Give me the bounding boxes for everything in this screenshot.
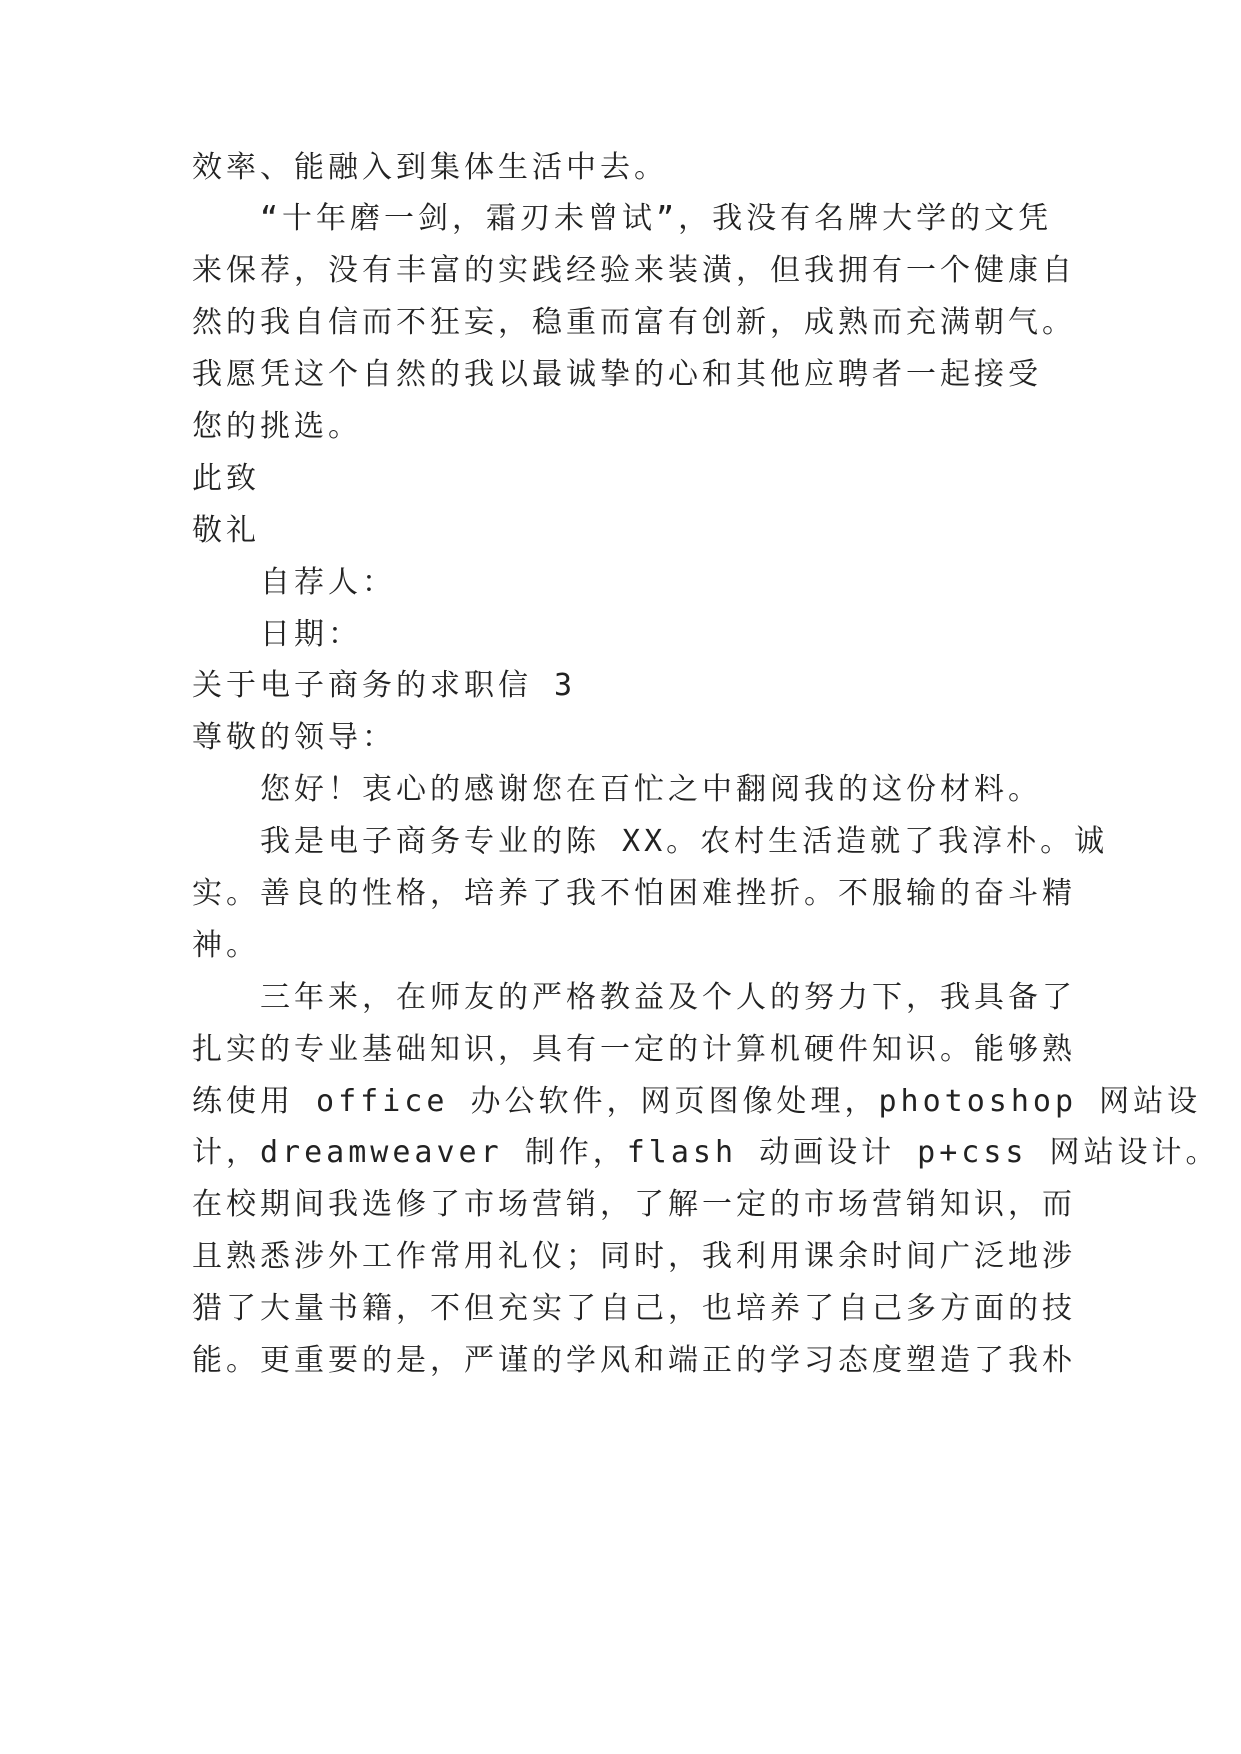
date-line: 日期： [260,617,362,652]
text-line: 我愿凭这个自然的我以最诚挚的心和其他应聘者一起接受 [192,357,1042,392]
text-line: 三年来，在师友的严格教益及个人的努力下，我具备了 [260,980,1076,1015]
closing-line: 此致 [192,461,260,496]
text-line: 神。 [192,928,260,963]
text-line: 在校期间我选修了市场营销，了解一定的市场营销知识，而 [192,1187,1076,1222]
text-line: 来保荐，没有丰富的实践经验来装潢，但我拥有一个健康自 [192,253,1076,288]
text-line: 实。善良的性格，培养了我不怕困难挫折。不服输的奋斗精 [192,876,1076,911]
text-line: “十年磨一剑，霜刃未曾试”，我没有名牌大学的文凭 [260,201,1053,236]
text-line: 能。更重要的是，严谨的学风和端正的学习态度塑造了我朴 [192,1343,1076,1378]
text-line: 计，dreamweaver 制作，flash 动画设计 p+css 网站设计。 [192,1135,1220,1170]
text-line: 练使用 office 办公软件，网页图像处理，photoshop 网站设 [192,1084,1202,1119]
text-line: 猎了大量书籍，不但充实了自己，也培养了自己多方面的技 [192,1291,1076,1326]
text-line: 效率、能融入到集体生活中去。 [192,150,668,185]
section-title: 关于电子商务的求职信 3 [192,668,577,703]
text-line: 扎实的专业基础知识，具有一定的计算机硬件知识。能够熟 [192,1032,1076,1067]
text-line: 我是电子商务专业的陈 XX。农村生活造就了我淳朴。诚 [260,824,1109,859]
text-line: 然的我自信而不狂妄，稳重而富有创新，成熟而充满朝气。 [192,305,1076,340]
text-line: 您好！衷心的感谢您在百忙之中翻阅我的这份材料。 [260,772,1042,807]
text-line: 您的挑选。 [192,409,362,444]
closing-line: 敬礼 [192,513,260,548]
salutation: 尊敬的领导： [192,720,396,755]
text-line: 且熟悉涉外工作常用礼仪；同时，我利用课余时间广泛地涉 [192,1239,1076,1274]
signature-line: 自荐人： [260,565,396,600]
